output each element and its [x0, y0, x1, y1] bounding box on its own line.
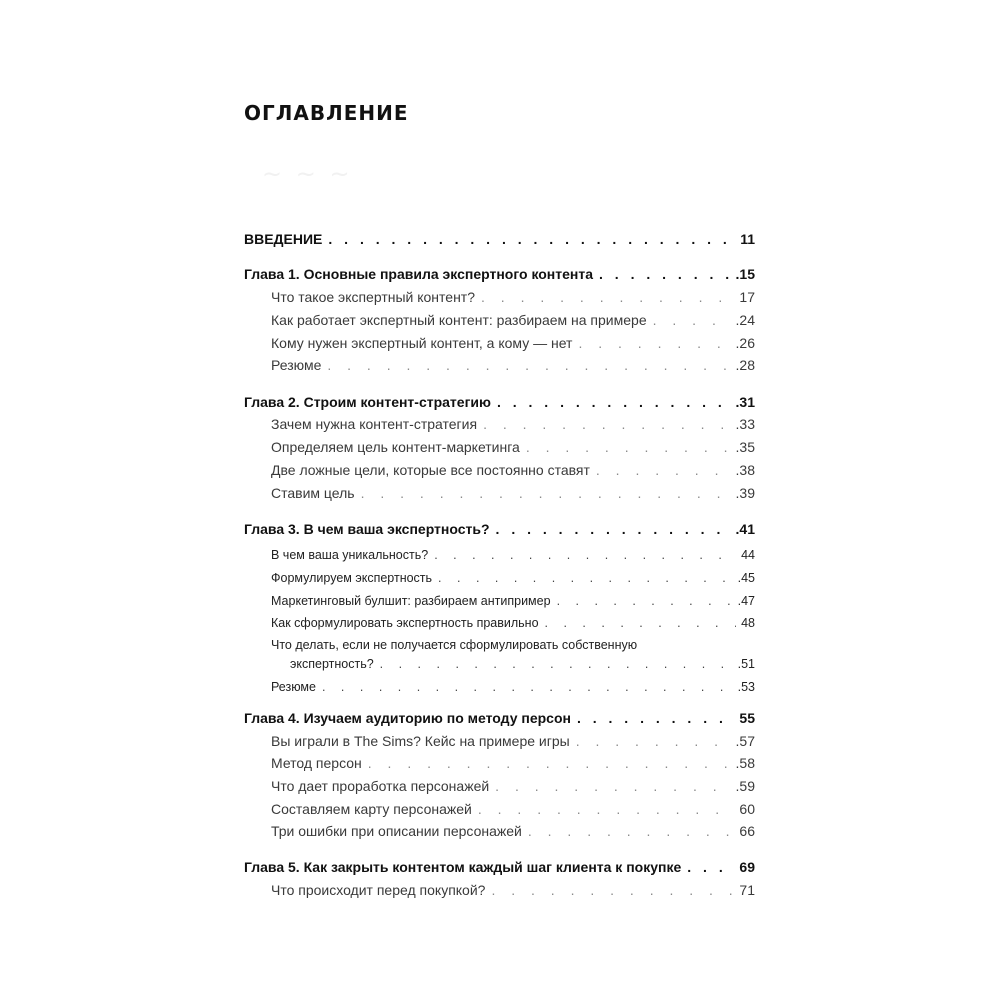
chapter-page: .41: [735, 521, 755, 537]
section-title: Составляем карту персонажей: [271, 801, 472, 817]
section-title: Резюме: [271, 357, 322, 373]
toc-section: [271, 462, 755, 479]
toc-chapter-1: [244, 266, 755, 283]
leader-dots: [687, 859, 734, 876]
leader-dots: [327, 357, 730, 374]
toc-intro-title: ВВЕДЕНИЕ: [244, 231, 323, 247]
section-page: .59: [735, 778, 755, 794]
toc-section: [271, 312, 755, 329]
leader-dots: [526, 439, 731, 456]
toc-section: [271, 733, 755, 750]
leader-dots: [577, 710, 734, 727]
section-title: Ставим цель: [271, 485, 355, 501]
section-title: Как работает экспертный контент: разбираем на примере: [271, 312, 647, 328]
page-title: ОГЛАВЛЕНИЕ: [244, 101, 409, 125]
toc-section: [271, 335, 755, 352]
toc-section: [271, 616, 755, 631]
toc-section: [271, 548, 755, 563]
leader-dots: [557, 594, 733, 609]
section-title: Что дает проработка персонажей: [271, 778, 490, 794]
chapter-title: Глава 2. Строим контент-стратегию: [244, 394, 491, 410]
chapter-title: Глава 5. Как закрыть контентом каждый шаг клиента к покупке: [244, 859, 682, 875]
section-title: Что такое экспертный контент?: [271, 289, 476, 305]
section-page: .28: [735, 357, 755, 373]
leader-dots: [596, 462, 731, 479]
leader-dots: [576, 733, 731, 750]
toc-section: [271, 485, 755, 502]
section-page: 17: [739, 289, 755, 305]
toc-section: [271, 778, 755, 795]
section-title: Что делать, если не получается сформулировать собственную: [271, 638, 638, 652]
toc-section: [271, 801, 755, 818]
leader-dots: [495, 778, 730, 795]
toc-section: [271, 439, 755, 456]
toc-chapter-3: [244, 521, 755, 538]
section-title: Резюме: [271, 680, 316, 694]
toc-section: [271, 823, 755, 840]
chapter-title: Глава 4. Изучаем аудиторию по методу персон: [244, 710, 571, 726]
toc-section: [271, 289, 755, 306]
section-page: .45: [737, 571, 755, 585]
section-page: .47: [737, 594, 755, 608]
section-title: Что происходит перед покупкой?: [271, 882, 486, 898]
section-page: .24: [735, 312, 755, 328]
section-page: .38: [735, 462, 755, 478]
section-page: 60: [739, 801, 755, 817]
leader-dots: [361, 485, 731, 502]
toc-chapter-5: [244, 859, 755, 876]
section-title: Три ошибки при описании персонажей: [271, 823, 522, 839]
section-title: Кому нужен экспертный контент, а кому — нет: [271, 335, 573, 351]
leader-dots: [496, 521, 731, 538]
leader-dots: [380, 657, 733, 672]
toc-section: [271, 416, 755, 433]
leader-dots: [322, 680, 733, 695]
section-title: В чем ваша уникальность?: [271, 548, 429, 562]
section-title: Зачем нужна контент-стратегия: [271, 416, 478, 432]
toc-section: [271, 594, 755, 609]
toc-section: [271, 755, 755, 772]
toc-section: [271, 680, 755, 695]
section-title: Формулируем экспертность: [271, 571, 433, 585]
section-page: .58: [735, 755, 755, 771]
section-page: 66: [739, 823, 755, 839]
section-page: 71: [739, 882, 755, 898]
section-title: Как сформулировать экспертность правильно: [271, 616, 539, 630]
leader-dots: [528, 823, 735, 840]
chapter-page: .31: [735, 394, 755, 410]
section-page: 44: [741, 548, 755, 562]
toc-intro: [244, 231, 755, 248]
toc-section: [271, 882, 755, 899]
chapter-page: 69: [739, 859, 755, 875]
leader-dots: [653, 312, 731, 329]
toc-section: [290, 657, 755, 672]
toc-section: [271, 357, 755, 374]
leader-dots: [481, 289, 734, 306]
section-page: .26: [735, 335, 755, 351]
leader-dots: [545, 616, 737, 631]
toc-section: [271, 571, 755, 586]
section-title: Определяем цель контент-маркетинга: [271, 439, 520, 455]
leader-dots: [578, 335, 730, 352]
leader-dots: [478, 801, 735, 818]
section-title: Метод персон: [271, 755, 362, 771]
leader-dots: [497, 394, 731, 411]
toc-chapter-2: [244, 394, 755, 411]
chapter-title: Глава 1. Основные правила экспертного контента: [244, 266, 594, 282]
leader-dots: [491, 882, 734, 899]
toc-chapter-4: [244, 710, 755, 727]
leader-dots: [434, 548, 736, 563]
chapter-title: Глава 3. В чем ваша экспертность?: [244, 521, 490, 537]
chapter-page: 55: [739, 710, 755, 726]
section-page: .39: [735, 485, 755, 501]
section-page: .33: [735, 416, 755, 432]
toc-intro-page: 11: [740, 231, 755, 247]
section-title: Маркетинговый булшит: разбираем антипример: [271, 594, 551, 608]
leader-dots: [438, 571, 733, 586]
section-page: .35: [735, 439, 755, 455]
leader-dots: [368, 755, 731, 772]
section-page: .51: [737, 657, 755, 671]
section-title: Две ложные цели, которые все постоянно ставят: [271, 462, 590, 478]
section-title: Вы играли в The Sims? Кейс на примере игры: [271, 733, 570, 749]
faded-decoration: ~ ~ ~: [262, 160, 353, 188]
section-page: 48: [741, 616, 755, 630]
section-page: .57: [735, 733, 755, 749]
leader-dots: [328, 231, 735, 248]
leader-dots: [599, 266, 731, 283]
section-page: .53: [737, 680, 755, 694]
section-title-continuation: экспертность?: [290, 657, 374, 671]
chapter-page: .15: [735, 266, 755, 282]
leader-dots: [483, 416, 730, 433]
